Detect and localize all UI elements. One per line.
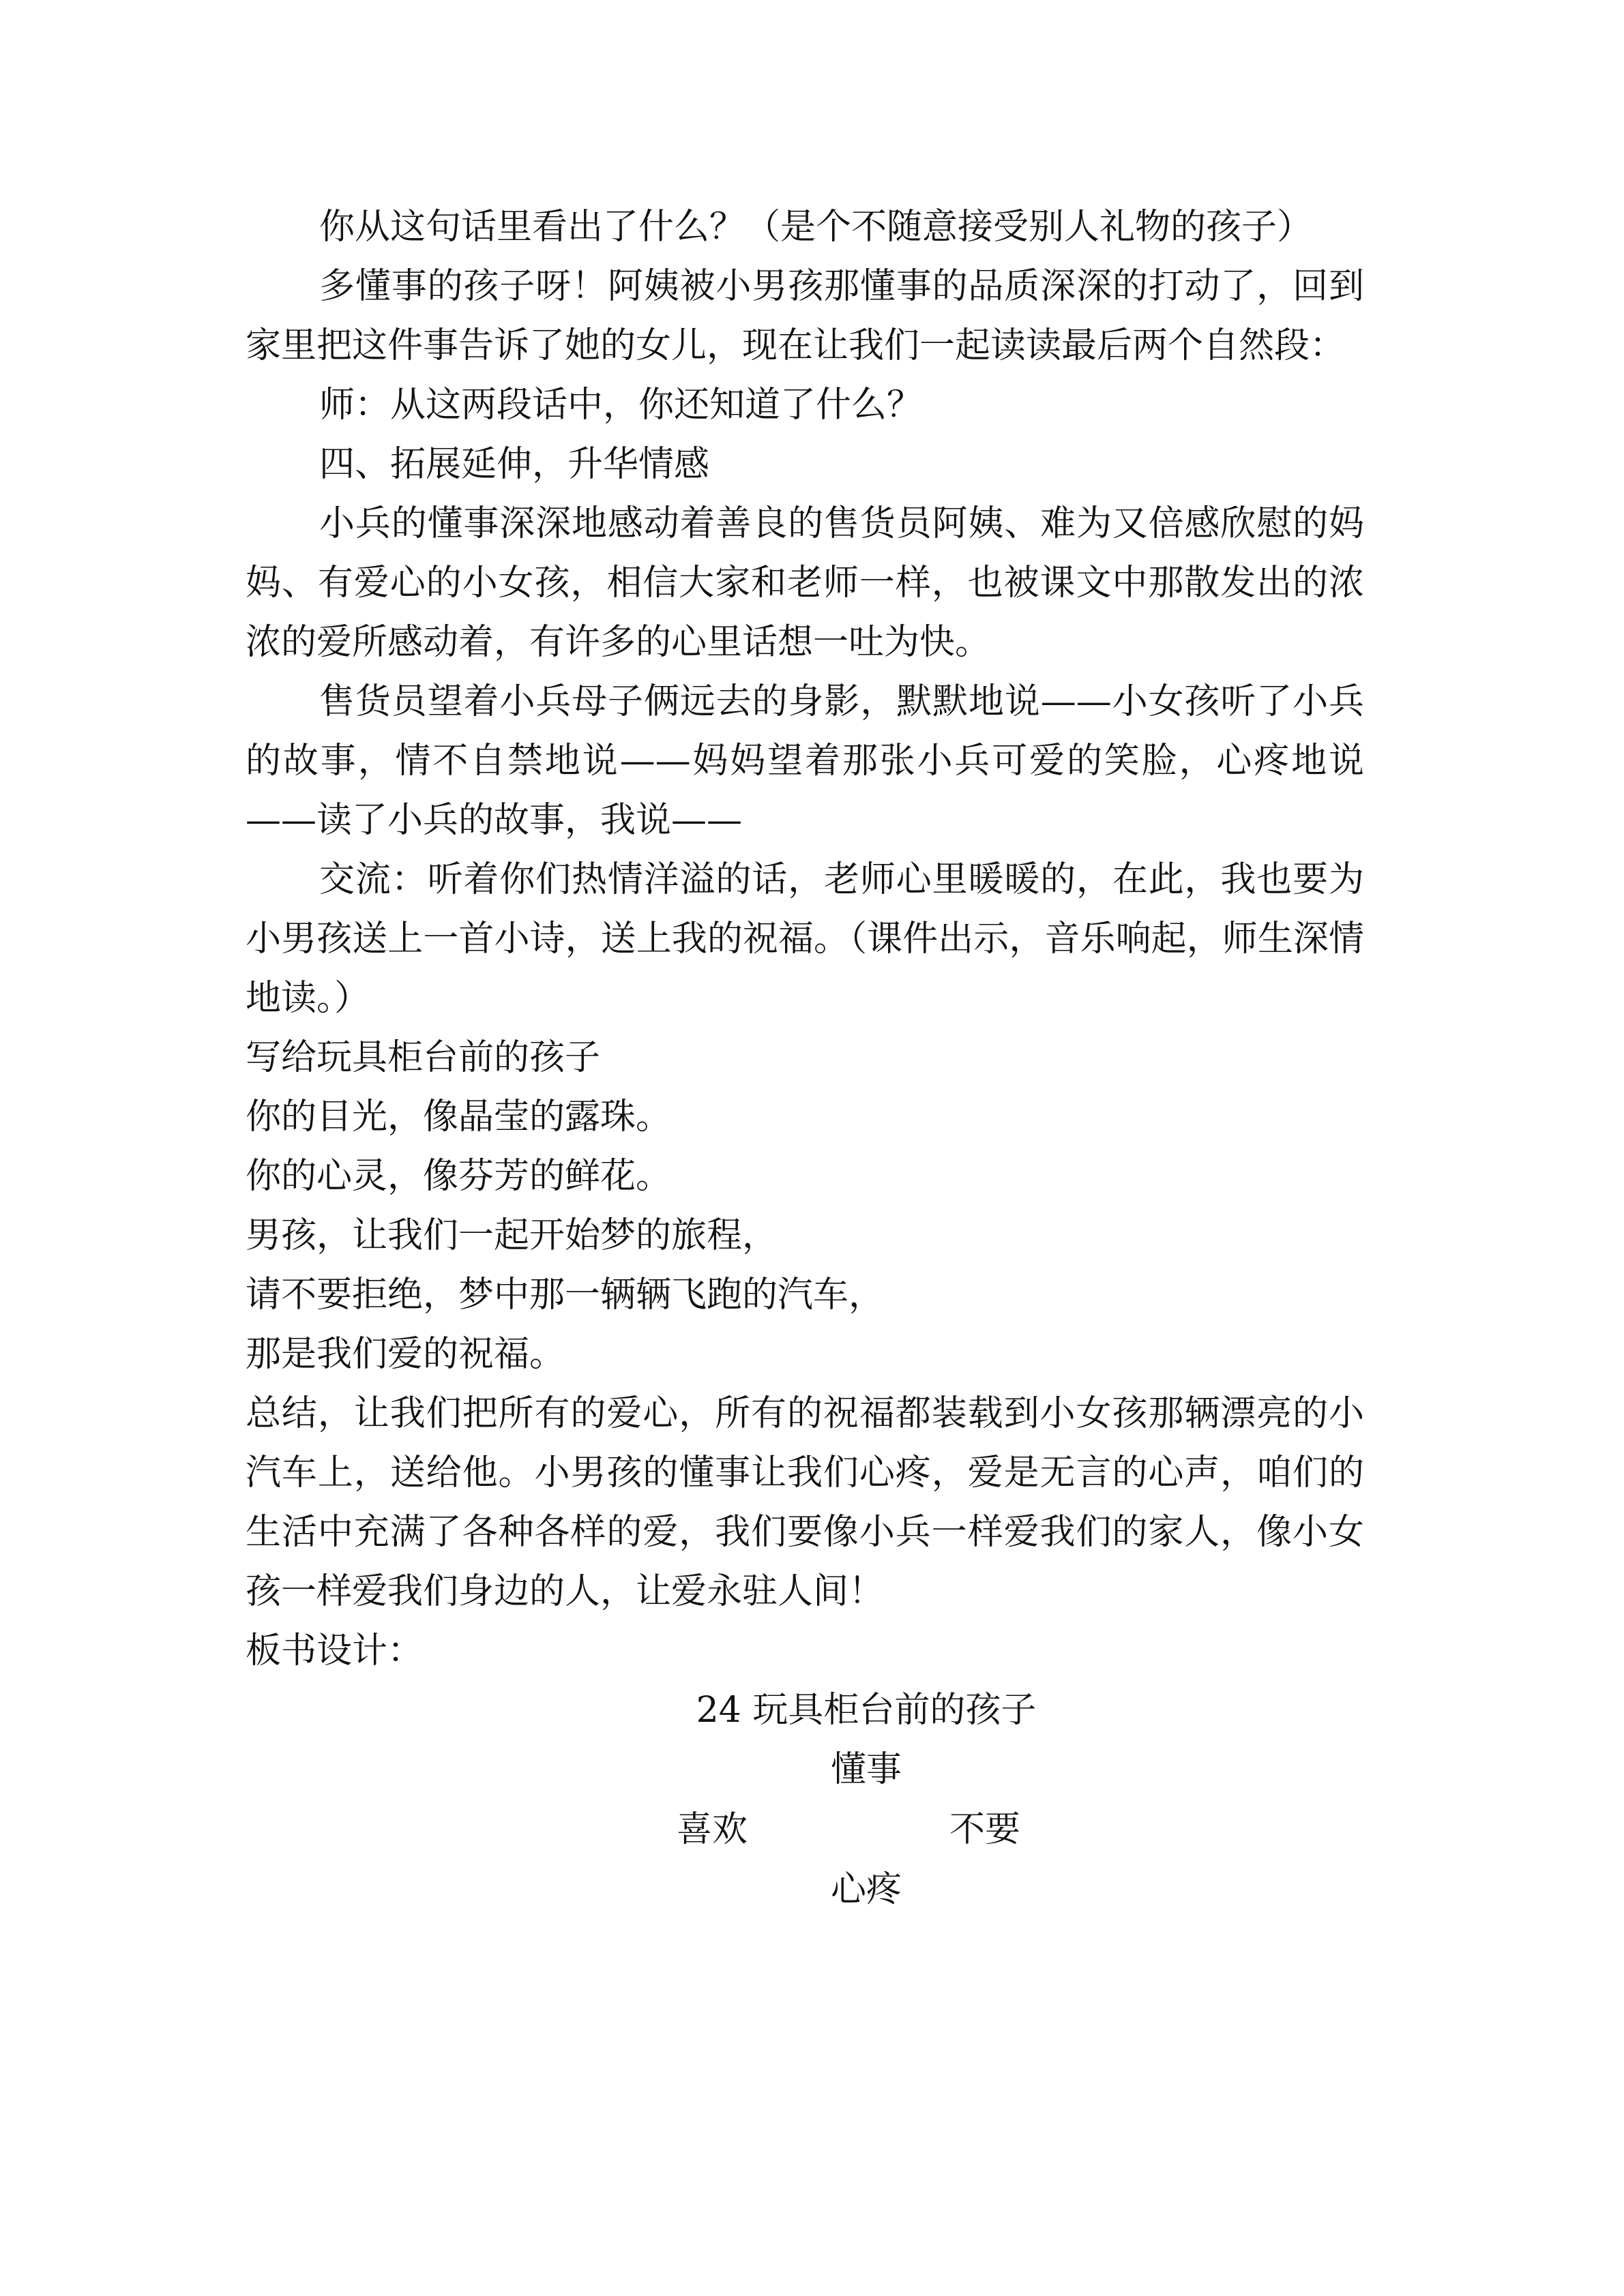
paragraph-summary: 总结，让我们把所有的爱心，所有的祝福都装载到小女孩那辆漂亮的小汽车上，送给他。小男孩的懂事让我们心疼，爱是无言的心声，咱们的生活中充满了各种各样的爱，我们要像小兵一样爱我们的家人，像小女孩一样爱我们身边的人，让爱永驻人间！ (246, 1393, 1364, 1612)
document-body (246, 198, 1364, 1921)
board-item-bottom: 心疼 (830, 1869, 902, 1910)
poem-line: 请不要拒绝，梦中那一辆辆飞跑的汽车， (246, 1274, 885, 1315)
paragraph-moved: 小兵的懂事深深地感动着善良的售货员阿姨、难为又倍感欣慰的妈妈、有爱心的小女孩，相信大家和老师一样，也被课文中那散发出的浓浓的爱所感动着，有许多的心里话想一吐为快。 (246, 503, 1364, 663)
board-item-left: 喜欢 (677, 1809, 748, 1850)
poem-title: 写给玩具柜台前的孩子 (246, 1037, 601, 1078)
poem-line: 那是我们爱的祝福。 (246, 1334, 565, 1375)
board-design-label: 板书设计： (246, 1630, 424, 1671)
paragraph-teacher-question: 师：从这两段话中，你还知道了什么？ (319, 385, 923, 426)
board-item-right: 不要 (949, 1809, 1021, 1850)
poem-line: 你的心灵，像芬芳的鲜花。 (246, 1156, 672, 1197)
paragraph-speaking-prompts: 售货员望着小兵母子俩远去的身影，默默地说——小女孩听了小兵的故事，情不自禁地说——妈妈望着那张小兵可爱的笑脸，心疼地说——读了小兵的故事，我说—— (246, 681, 1364, 841)
paragraph-sensible-child: 多懂事的孩子呀！阿姨被小男孩那懂事的品质深深的打动了，回到家里把这件事告诉了她的女儿，现在让我们一起读读最后两个自然段： (246, 266, 1364, 366)
board-item-top: 懂事 (830, 1749, 902, 1790)
poem (246, 1028, 1364, 1384)
paragraph-question: 你从这句话里看出了什么？（是个不随意接受别人礼物的孩子） (319, 207, 1313, 248)
board-design (246, 1681, 1364, 1921)
poem-line: 你的目光，像晶莹的露珠。 (246, 1097, 672, 1137)
board-title: 24 玩具柜台前的孩子 (696, 1690, 1037, 1731)
section-heading-extension: 四、拓展延伸，升华情感 (319, 444, 710, 485)
paragraph-exchange: 交流：听着你们热情洋溢的话，老师心里暖暖的，在此，我也要为小男孩送上一首小诗，送上我的祝福。（课件出示，音乐响起，师生深情地读。） (246, 859, 1364, 1019)
poem-line: 男孩，让我们一起开始梦的旅程， (246, 1215, 778, 1256)
